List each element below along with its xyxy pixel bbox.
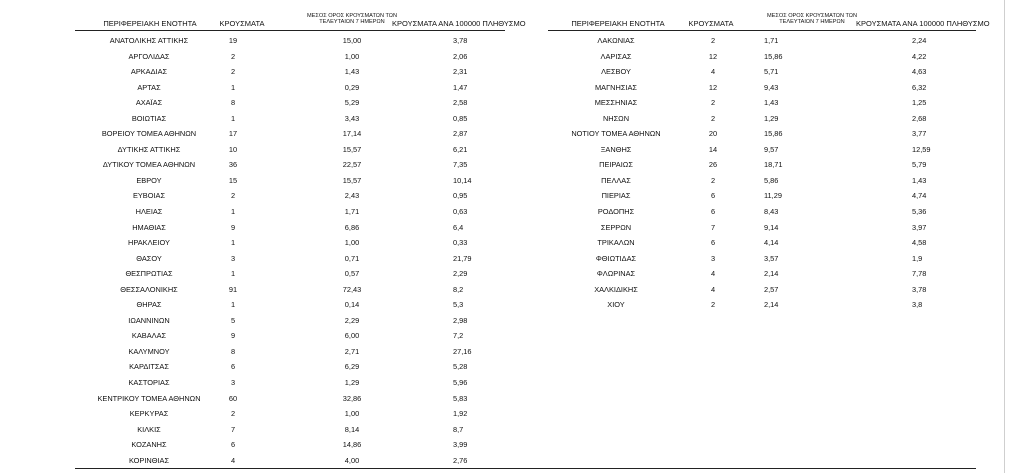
cell-region: ΦΛΩΡΙΝΑΣ (596, 269, 636, 279)
cell-cases: 7 (710, 222, 716, 232)
cell-cases: 15 (228, 175, 238, 185)
cell-cases-per-100k: 3,99 (453, 440, 468, 450)
cell-region: ΚΑΒΑΛΑΣ (131, 331, 167, 341)
cell-cases: 60 (228, 393, 238, 403)
table-row (75, 420, 505, 436)
header-avg-line1: ΜΕΣΟΣ ΟΡΟΣ ΚΡΟΥΣΜΑΤΩΝ ΤΩΝ (767, 13, 857, 19)
cell-region: ΚΕΡΚΥΡΑΣ (129, 409, 169, 419)
cell-cases: 8 (230, 346, 236, 356)
cell-seven-day-average: 0,14 (344, 300, 360, 310)
cell-seven-day-average: 2,29 (344, 315, 360, 325)
cell-cases: 17 (228, 129, 238, 139)
table-body-left (75, 31, 505, 466)
cell-cases-per-100k: 3,77 (912, 129, 927, 139)
cell-region: ΑΝΑΤΟΛΙΚΗΣ ΑΤΤΙΚΗΣ (109, 36, 189, 45)
cell-cases: 2 (710, 175, 716, 185)
cell-cases-per-100k: 5,28 (453, 362, 468, 372)
table-row (75, 326, 505, 342)
cell-seven-day-average: 1,00 (344, 51, 360, 61)
cell-cases-per-100k: 12,59 (912, 144, 931, 154)
cell-region: ΘΕΣΣΑΛΟΝΙΚΗΣ (120, 284, 178, 294)
cell-cases-per-100k: 7,2 (453, 331, 464, 341)
cell-cases-per-100k: 0,85 (453, 113, 468, 123)
cell-cases-per-100k: 6,32 (912, 82, 927, 92)
table-body-right (548, 31, 976, 311)
cell-region: ΘΗΡΑΣ (136, 300, 162, 310)
cell-cases: 1 (230, 207, 236, 217)
cell-region: ΚΑΛΥΜΝΟΥ (128, 346, 170, 356)
cell-region: ΔΥΤΙΚΟΥ ΤΟΜΕΑ ΑΘΗΝΩΝ (102, 160, 196, 170)
cell-region: ΑΡΚΑΔΙΑΣ (130, 67, 168, 77)
table-row (548, 171, 976, 187)
cell-cases: 1 (230, 113, 236, 123)
header-avg-line1: ΜΕΣΟΣ ΟΡΟΣ ΚΡΟΥΣΜΑΤΩΝ ΤΩΝ (307, 13, 397, 19)
cell-seven-day-average: 18,71 (764, 160, 783, 170)
cell-cases-per-100k: 4,63 (912, 67, 927, 77)
cell-seven-day-average: 4,00 (344, 455, 360, 465)
cell-cases: 36 (228, 160, 238, 170)
cell-cases: 7 (230, 424, 236, 434)
cell-cases: 20 (708, 129, 718, 139)
cell-region: ΧΑΛΚΙΔΙΚΗΣ (594, 284, 638, 294)
cell-region: ΙΩΑΝΝΙΝΩΝ (128, 315, 170, 325)
cell-seven-day-average: 0,57 (344, 269, 360, 279)
cell-cases: 2 (710, 300, 716, 310)
cell-cases-per-100k: 5,83 (453, 393, 468, 403)
cell-region: ΝΗΣΩΝ (602, 113, 630, 123)
cell-cases: 4 (230, 455, 236, 465)
cell-region: ΘΕΣΠΡΩΤΙΑΣ (125, 269, 173, 279)
cell-seven-day-average: 17,14 (342, 129, 362, 139)
cell-seven-day-average: 2,71 (344, 346, 360, 356)
cell-cases: 2 (230, 51, 236, 61)
cell-seven-day-average: 15,00 (342, 36, 362, 45)
cell-region: ΝΟΤΙΟΥ ΤΟΜΕΑ ΑΘΗΝΩΝ (571, 129, 661, 139)
table-row (75, 389, 505, 405)
cell-region: ΦΘΙΩΤΙΔΑΣ (595, 253, 637, 263)
cases-table-left (75, 0, 526, 466)
cell-seven-day-average: 9,14 (764, 222, 779, 232)
cell-cases-per-100k: 1,43 (912, 175, 927, 185)
cell-region: ΗΡΑΚΛΕΙΟΥ (128, 238, 170, 248)
cell-seven-day-average: 3,57 (764, 253, 779, 263)
cell-seven-day-average: 0,29 (344, 82, 360, 92)
cell-cases: 2 (230, 191, 236, 201)
cell-region: ΔΥΤΙΚΗΣ ΑΤΤΙΚΗΣ (117, 144, 181, 154)
cell-seven-day-average: 0,71 (344, 253, 360, 263)
cell-region: ΚΑΡΔΙΤΣΑΣ (129, 362, 169, 372)
cell-cases: 3 (710, 253, 716, 263)
table-row (548, 186, 976, 202)
cell-cases-per-100k: 7,35 (453, 160, 468, 170)
cell-cases-per-100k: 0,33 (453, 238, 468, 248)
cell-seven-day-average: 1,00 (344, 238, 360, 248)
cell-seven-day-average: 5,86 (764, 175, 779, 185)
cell-cases-per-100k: 6,4 (453, 222, 464, 232)
cell-cases: 1 (230, 269, 236, 279)
cell-region: ΒΟΡΕΙΟΥ ΤΟΜΕΑ ΑΘΗΝΩΝ (101, 129, 197, 139)
cell-cases: 2 (710, 36, 716, 45)
cell-region: ΛΑΚΩΝΙΑΣ (597, 36, 635, 45)
cell-cases-per-100k: 1,9 (912, 253, 923, 263)
header-avg-line2: ΤΕΛΕΥΤΑΙΩΝ 7 ΗΜΕΡΩΝ (319, 19, 385, 26)
cell-cases-per-100k: 4,22 (912, 51, 927, 61)
cell-seven-day-average: 6,29 (344, 362, 360, 372)
cell-region: ΚΟΖΑΝΗΣ (131, 440, 167, 450)
cell-region: ΤΡΙΚΑΛΩΝ (597, 238, 635, 248)
cell-cases: 4 (710, 269, 716, 279)
table-row (548, 155, 976, 171)
page-edge-divider (1004, 0, 1005, 473)
table-header (75, 0, 526, 31)
cell-seven-day-average: 15,86 (764, 51, 783, 61)
table-row (75, 186, 505, 202)
cell-region: ΗΛΕΙΑΣ (135, 207, 163, 217)
cell-cases-per-100k: 10,14 (453, 175, 472, 185)
table-row (75, 140, 505, 156)
table-row (548, 280, 976, 296)
table-row (75, 435, 505, 451)
cell-cases: 1 (230, 300, 236, 310)
cell-region: ΘΑΣΟΥ (136, 253, 162, 263)
cell-seven-day-average: 3,43 (344, 113, 360, 123)
table-row (75, 404, 505, 420)
table-row (75, 109, 505, 125)
cell-seven-day-average: 6,00 (344, 331, 360, 341)
cell-cases-per-100k: 5,36 (912, 207, 927, 217)
cell-seven-day-average: 32,86 (342, 393, 362, 403)
table-row (75, 451, 505, 467)
cell-cases-per-100k: 5,79 (912, 160, 927, 170)
cell-cases-per-100k: 21,79 (453, 253, 472, 263)
cell-region: ΚΟΡΙΝΘΙΑΣ (128, 455, 170, 465)
cell-region: ΑΡΤΑΣ (137, 82, 161, 92)
cell-cases: 2 (230, 409, 236, 419)
cell-seven-day-average: 22,57 (342, 160, 362, 170)
table-row (75, 31, 505, 47)
header-region: ΠΕΡΙΦΕΡΕΙΑΚΗ ΕΝΟΤΗΤΑ (571, 19, 665, 28)
cell-seven-day-average: 15,57 (342, 144, 362, 154)
cell-cases: 91 (228, 284, 238, 294)
table-row (75, 155, 505, 171)
cell-seven-day-average: 4,14 (764, 238, 779, 248)
cell-seven-day-average: 9,57 (764, 144, 779, 154)
cell-seven-day-average: 1,71 (344, 207, 360, 217)
cell-region: ΠΕΛΛΑΣ (601, 175, 631, 185)
table-row (75, 233, 505, 249)
cell-region: ΒΟΙΩΤΙΑΣ (131, 113, 167, 123)
cell-cases-per-100k: 4,58 (912, 238, 927, 248)
cell-region: ΚΕΝΤΡΙΚΟΥ ΤΟΜΕΑ ΑΘΗΝΩΝ (97, 393, 201, 403)
cell-region: ΑΡΓΟΛΙΔΑΣ (128, 51, 170, 61)
cell-region: ΛΕΣΒΟΥ (601, 67, 631, 77)
table-row (548, 233, 976, 249)
cell-cases-per-100k: 3,78 (912, 284, 927, 294)
cell-region: ΑΧΑΪΑΣ (135, 98, 163, 108)
header-cases: ΚΡΟΥΣΜΑΤΑ (688, 19, 734, 28)
cell-seven-day-average: 1,29 (764, 113, 779, 123)
header-avg-line2: ΤΕΛΕΥΤΑΙΩΝ 7 ΗΜΕΡΩΝ (779, 19, 845, 26)
cell-region: ΜΑΓΝΗΣΙΑΣ (595, 82, 637, 92)
cell-cases-per-100k: 7,78 (912, 269, 927, 279)
cell-seven-day-average: 2,14 (764, 300, 779, 310)
cell-cases: 1 (230, 238, 236, 248)
cell-seven-day-average: 1,71 (764, 36, 779, 45)
cell-cases: 6 (230, 440, 236, 450)
cell-cases-per-100k: 0,63 (453, 207, 468, 217)
cell-seven-day-average: 15,86 (764, 129, 783, 139)
table-row (75, 249, 505, 265)
table-row (548, 93, 976, 109)
cell-cases-per-100k: 27,16 (453, 346, 472, 356)
table-row (75, 311, 505, 327)
cell-region: ΠΕΙΡΑΙΩΣ (599, 160, 633, 170)
cell-cases: 12 (708, 51, 718, 61)
cell-cases-per-100k: 8,2 (453, 284, 464, 294)
table-row (75, 47, 505, 63)
cell-cases: 4 (710, 67, 716, 77)
cell-cases: 5 (230, 315, 236, 325)
cell-cases-per-100k: 2,58 (453, 98, 468, 108)
cell-cases-per-100k: 3,78 (453, 36, 468, 45)
cell-region: ΚΑΣΤΟΡΙΑΣ (128, 378, 170, 388)
header-cases: ΚΡΟΥΣΜΑΤΑ (219, 19, 265, 28)
cell-cases-per-100k: 6,21 (453, 144, 468, 154)
cell-cases-per-100k: 5,3 (453, 300, 464, 310)
cell-seven-day-average: 1,29 (344, 378, 360, 388)
cell-seven-day-average: 8,43 (764, 207, 779, 217)
cell-cases-per-100k: 2,29 (453, 269, 468, 279)
table-row (548, 249, 976, 265)
bottom-rule (75, 468, 976, 469)
cell-region: ΧΙΟΥ (607, 300, 625, 310)
table-row (548, 78, 976, 94)
cell-cases: 6 (710, 238, 716, 248)
cell-cases: 8 (230, 98, 236, 108)
table-row (548, 202, 976, 218)
cell-cases-per-100k: 2,68 (912, 113, 927, 123)
cell-cases: 14 (708, 144, 718, 154)
table-row (548, 31, 976, 47)
cell-seven-day-average: 1,43 (764, 98, 779, 108)
header-seven-day-average (752, 13, 872, 25)
cell-region: ΠΙΕΡΙΑΣ (601, 191, 631, 201)
cell-region: ΡΟΔΟΠΗΣ (597, 207, 635, 217)
cell-region: ΕΥΒΟΙΑΣ (132, 191, 166, 201)
header-cases-per-100k: ΚΡΟΥΣΜΑΤΑ ΑΝΑ 100000 ΠΛΗΘΥΣΜΟ (856, 19, 990, 28)
cell-cases-per-100k: 2,31 (453, 67, 468, 77)
cell-cases: 9 (230, 331, 236, 341)
table-header (548, 0, 990, 31)
table-row (548, 109, 976, 125)
table-row (548, 264, 976, 280)
cell-cases-per-100k: 1,47 (453, 82, 468, 92)
table-row (75, 124, 505, 140)
cell-cases: 2 (230, 67, 236, 77)
cell-cases: 6 (710, 191, 716, 201)
cell-seven-day-average: 9,43 (764, 82, 779, 92)
table-row (75, 218, 505, 234)
cell-cases-per-100k: 3,97 (912, 222, 927, 232)
table-row (548, 295, 976, 311)
table-row (75, 295, 505, 311)
cell-region: ΣΕΡΡΩΝ (600, 222, 632, 232)
cell-region: ΚΙΛΚΙΣ (137, 424, 161, 434)
table-row (75, 357, 505, 373)
cell-cases: 12 (708, 82, 718, 92)
table-row (75, 202, 505, 218)
cell-seven-day-average: 72,43 (342, 284, 362, 294)
cell-cases: 9 (230, 222, 236, 232)
cell-seven-day-average: 6,86 (344, 222, 360, 232)
table-row (548, 47, 976, 63)
cell-region: ΜΕΣΣΗΝΙΑΣ (594, 98, 638, 108)
cell-cases: 19 (228, 36, 238, 45)
cell-cases-per-100k: 2,24 (912, 36, 927, 45)
cell-cases-per-100k: 3,8 (912, 300, 923, 310)
cell-seven-day-average: 11,29 (764, 191, 782, 201)
cell-cases: 10 (228, 144, 238, 154)
table-row (548, 62, 976, 78)
cell-region: ΕΒΡΟΥ (136, 175, 162, 185)
cell-seven-day-average: 2,43 (344, 191, 360, 201)
cell-cases-per-100k: 8,7 (453, 424, 464, 434)
table-row (75, 373, 505, 389)
cell-cases-per-100k: 0,95 (453, 191, 468, 201)
cell-seven-day-average: 2,57 (764, 284, 779, 294)
cell-seven-day-average: 1,43 (344, 67, 360, 77)
cell-cases: 6 (230, 362, 236, 372)
cell-cases: 3 (230, 253, 236, 263)
table-row (75, 342, 505, 358)
cell-seven-day-average: 2,14 (764, 269, 779, 279)
cell-cases-per-100k: 2,06 (453, 51, 468, 61)
cell-cases-per-100k: 1,92 (453, 409, 468, 419)
table-row (548, 218, 976, 234)
table-row (75, 171, 505, 187)
cell-region: ΗΜΑΘΙΑΣ (132, 222, 166, 232)
cell-seven-day-average: 8,14 (344, 424, 360, 434)
cell-cases: 4 (710, 284, 716, 294)
cell-cases: 1 (230, 82, 236, 92)
cell-cases-per-100k: 4,74 (912, 191, 927, 201)
table-row (75, 264, 505, 280)
cell-seven-day-average: 14,86 (342, 440, 362, 450)
cell-seven-day-average: 15,57 (342, 175, 362, 185)
cell-seven-day-average: 5,29 (344, 98, 360, 108)
header-cases-per-100k: ΚΡΟΥΣΜΑΤΑ ΑΝΑ 100000 ΠΛΗΘΥΣΜΟ (392, 19, 526, 28)
cell-cases-per-100k: 2,98 (453, 315, 468, 325)
cell-region: ΞΑΝΘΗΣ (600, 144, 632, 154)
table-row (548, 124, 976, 140)
table-row (75, 62, 505, 78)
cell-cases-per-100k: 5,96 (453, 378, 468, 388)
cell-cases-per-100k: 2,87 (453, 129, 468, 139)
table-row (75, 280, 505, 296)
cell-cases: 2 (710, 98, 716, 108)
table-row (548, 140, 976, 156)
cases-table-right (548, 0, 990, 311)
table-row (75, 93, 505, 109)
table-row (75, 78, 505, 94)
cell-seven-day-average: 5,71 (764, 67, 779, 77)
cell-cases: 6 (710, 207, 716, 217)
cell-cases-per-100k: 1,25 (912, 98, 927, 108)
cell-cases: 3 (230, 378, 236, 388)
cell-cases: 2 (710, 113, 716, 123)
header-region: ΠΕΡΙΦΕΡΕΙΑΚΗ ΕΝΟΤΗΤΑ (103, 19, 197, 28)
cell-seven-day-average: 1,00 (344, 409, 360, 419)
cell-cases: 26 (708, 160, 718, 170)
cell-cases-per-100k: 2,76 (453, 455, 468, 465)
cell-region: ΛΑΡΙΣΑΣ (600, 51, 632, 61)
